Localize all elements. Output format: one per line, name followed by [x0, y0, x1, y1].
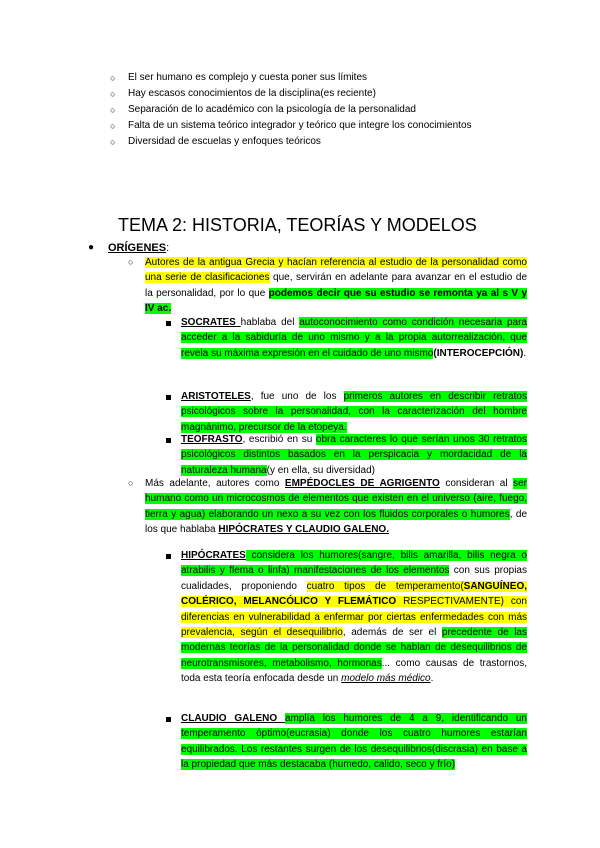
author-name: HIPÓCRATES: [181, 550, 246, 561]
origenes-item: [88, 240, 170, 256]
highlight-text: primeros autores en describir retratos psicológicos sobre la personalidad, con la caracterización del hombre magnánimo, precursor de la etopeya.: [181, 391, 527, 433]
origenes-colon: :: [166, 242, 170, 254]
list-item: ○ Separación de lo académico con la psicología de la personalidad: [128, 102, 558, 118]
square-bullet-icon: [166, 554, 171, 559]
item-hipocrates: [181, 548, 527, 687]
list-item: ○ Falta de un sistema teórico integrador y teórico que integre los conocimientos: [128, 118, 558, 134]
highlight-text: ser humano como un microcosmos de elementos que existen en el universo (aire, fuego, tierra y agua) elaborando un nexo a su vez con los fluidos corporales o humores: [145, 478, 527, 520]
circle-bullet-icon: ○: [128, 257, 134, 267]
paragraph-grecia: [145, 255, 527, 317]
author-name: CLAUDIO GALENO: [181, 713, 285, 724]
body-text: , además de ser el: [342, 627, 442, 639]
body-text: ... como causas de trastornos, toda esta teoría enfocada desde un: [181, 657, 527, 685]
paragraph-empedocles: [145, 476, 527, 538]
body-text: .: [523, 347, 527, 359]
highlight-text: autoconocimiento como condición necesaria para acceder a la sabiduría de uno mismo y a la propia autorrealización, que revela su máxima expresión en el cuidado de uno mismo: [181, 317, 528, 359]
highlight-bold-text: podemos decir que su estudio se remonta ya al s V y IV ac.: [145, 287, 528, 315]
author-name: EMPÉDOCLES DE AGRIGENTO: [284, 478, 440, 489]
body-text: consideran al: [439, 478, 514, 489]
origenes-label: ORÍGENES: [108, 242, 167, 254]
highlight-text: cuatro tipos de temperamento(: [306, 580, 464, 592]
author-name: HIPÓCRATES Y CLAUDIO GALENO.: [218, 524, 389, 536]
body-text: , escribió en su: [242, 434, 316, 445]
body-text: que, servirán en adelante para avanzar en el estudio de la personalidad, por lo que: [145, 272, 528, 299]
bullet-dot-icon: ●: [88, 242, 95, 253]
highlight-text: considera los humores(sangre, bilis amarilla, bilis negra o atrabilis y flema o linfa) manifestaciones de los elementos: [181, 550, 527, 577]
item-teofrasto: [181, 432, 527, 478]
list-item: ○ El ser humano es complejo y cuesta poner sus límites: [128, 70, 558, 86]
highlight-text: RESPECTIVAMENTE) con diferencias en vulnerabilidad a enfermar por ciertas enfermedades con más prevalencia, según el desequilibrio: [181, 596, 527, 639]
body-text: , de los que hablaba: [145, 508, 528, 536]
section-heading: TEMA 2: HISTORIA, TEORÍAS Y MODELOS: [118, 215, 477, 235]
highlight-bold-text: SANGUÍNEO, COLÉRICO, MELANCÓLICO Y FLEMÁTICO: [181, 580, 527, 608]
item-galeno: [181, 711, 527, 773]
body-text: .: [430, 673, 434, 685]
italic-text: modelo más médico: [341, 673, 431, 685]
author-name: ARISTOTELES: [181, 391, 251, 402]
list-item: ○ Diversidad de escuelas y enfoques teóricos: [128, 134, 558, 150]
highlight-text: Autores de la antigua Grecia y hacían referencia al estudio de la personalidad como una serie de clasificaciones: [145, 257, 527, 284]
highlight-text: amplía los humores de 4 a 9, identificando un temperamento óptimo(eucrasia) donde los cuatro humores estarían equilibrados. Los restantes surgen de los desequilibrios(discrasia) en base a la propiedad que más destacaba (humedo, calido, seco y frío): [181, 713, 527, 771]
item-aristoteles: [181, 389, 527, 435]
intro-bullet-list: [128, 70, 558, 150]
highlight-text: precedente de las modernas teorías de la personalidad donde se hablan de desequilibrios de neurotransmisores, metabolismo, hormonas: [181, 627, 527, 669]
list-item: ○ Hay escasos conocimientos de la disciplina(es reciente): [128, 86, 558, 102]
body-text: , fue uno de los: [250, 391, 344, 402]
item-socrates: [181, 315, 527, 361]
body-text: Más adelante, autores como: [145, 478, 285, 489]
square-bullet-icon: [166, 717, 171, 722]
square-bullet-icon: [166, 395, 171, 400]
author-name: SOCRATES: [181, 317, 241, 328]
highlight-text: obra caracteres lo que serían unos 30 retratos psicológicos distintos basados en la perspicacia y mordacidad de la naturaleza humana: [181, 434, 527, 476]
author-name: TEOFRASTO: [181, 434, 243, 445]
square-bullet-icon: [166, 321, 171, 326]
bold-text: (INTEROCEPCIÓN): [433, 347, 524, 359]
square-bullet-icon: [166, 438, 171, 443]
body-text: hablaba del: [240, 317, 300, 328]
body-text: con sus propias cualidades, proponiendo: [181, 565, 527, 592]
circle-bullet-icon: ○: [128, 478, 134, 488]
body-text: (y en ella, su diversidad): [266, 464, 376, 476]
